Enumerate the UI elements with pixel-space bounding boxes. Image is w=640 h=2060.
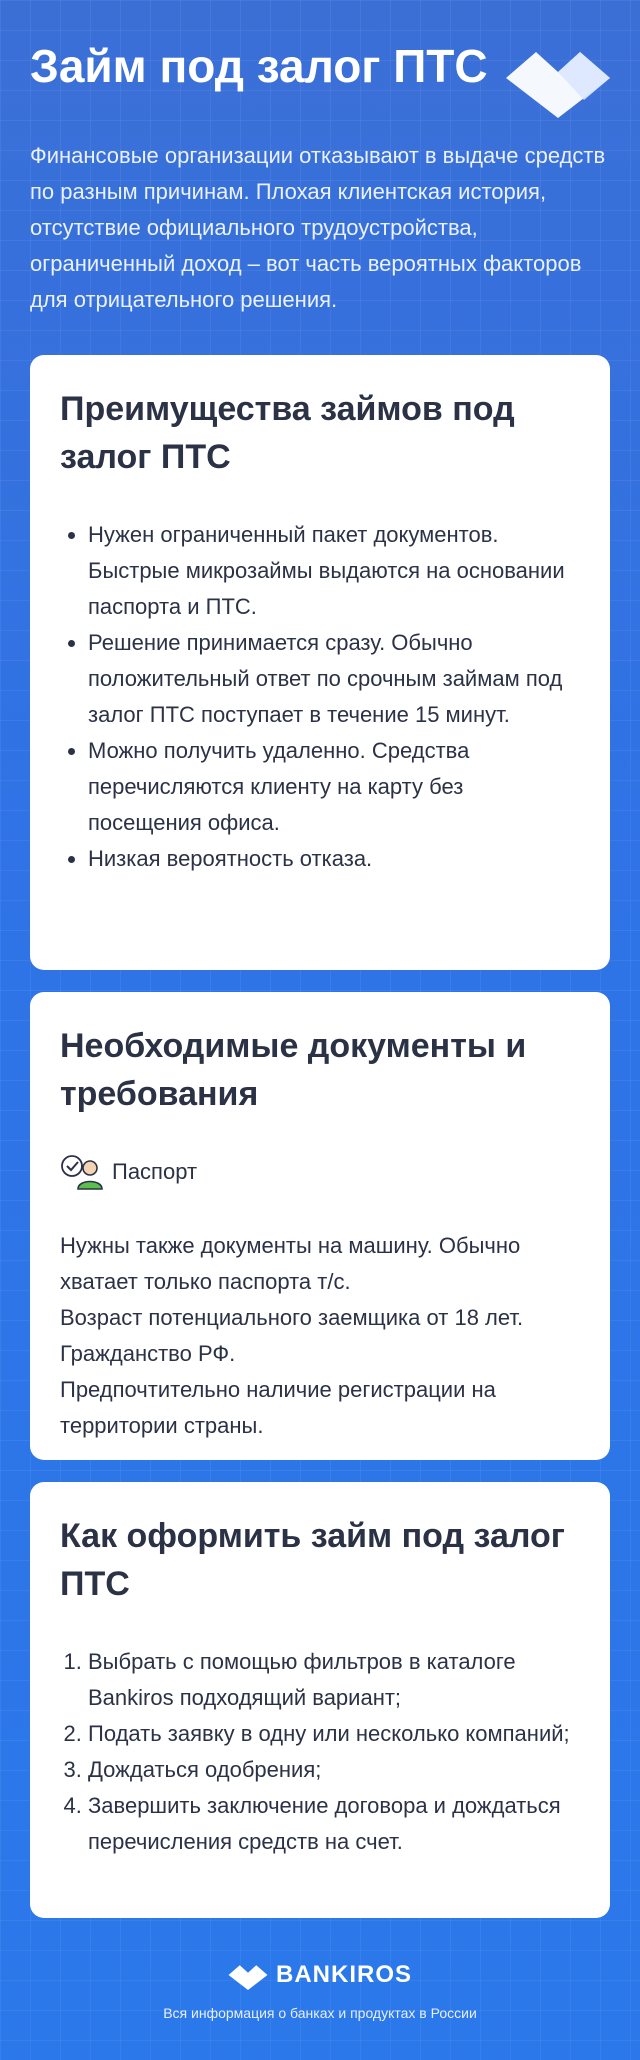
- howto-card: [30, 1482, 610, 1918]
- list-item: 1. Выбрать с помощью фильтров в каталоге Bankiros подходящий вариант;: [88, 1644, 580, 1716]
- list-item: 2. Подать заявку в одну или несколько компаний;: [88, 1716, 580, 1752]
- howto-steps: [52, 1644, 580, 1860]
- list-item: • Можно получить удаленно. Средства перечисляются клиенту на карту без посещения офиса.: [88, 733, 580, 841]
- person-check-icon: [60, 1154, 104, 1190]
- bankiros-logo-icon: [506, 38, 610, 118]
- documents-title: Необходимые документы и требования: [60, 1027, 527, 1113]
- advantages-title: Преимущества займов под залог ПТС: [60, 390, 515, 476]
- passport-label: Паспорт: [112, 1159, 198, 1184]
- passport-row: [60, 1154, 580, 1190]
- brand-name: BANKIROS: [275, 1961, 412, 1988]
- footer-brand[interactable]: [228, 1960, 412, 1990]
- bankiros-logo-icon: [228, 1960, 268, 1990]
- documents-card: [30, 992, 610, 1460]
- footer: [0, 1960, 640, 2021]
- documents-line: Гражданство РФ.: [60, 1341, 236, 1366]
- documents-line: Нужны также документы на машину. Обычно хватает только паспорта т/с.: [60, 1233, 521, 1294]
- list-item: 3. Дождаться одобрения;: [88, 1752, 580, 1788]
- list-item: • Нужен ограниченный пакет документов. Быстрые микрозаймы выдаются на основании паспорта и ПТС.: [88, 517, 580, 625]
- list-item: • Низкая вероятность отказа.: [88, 841, 580, 877]
- intro-text: Финансовые организации отказывают в выдаче средств по разным причинам. Плохая клиентская история, отсутствие официального трудоустройства, ограниченный доход – вот часть вероятных факторов для отрицательного решения.: [30, 143, 606, 312]
- list-item: • Решение принимается сразу. Обычно положительный ответ по срочным займам под залог ПТС поступает в течение 15 минут.: [88, 625, 580, 733]
- howto-title: Как оформить займ под залог ПТС: [60, 1517, 565, 1603]
- advantages-list: [52, 517, 580, 877]
- documents-line: Предпочтительно наличие регистрации на территории страны.: [60, 1377, 496, 1438]
- advantages-card: [30, 355, 610, 970]
- page-title: Займ под залог ПТС: [30, 40, 488, 92]
- documents-line: Возраст потенциального заемщика от 18 лет.: [60, 1305, 524, 1330]
- list-item: 4. Завершить заключение договора и дождаться перечисления средств на счет.: [88, 1788, 580, 1860]
- footer-tagline: Вся информация о банках и продуктах в России: [163, 2005, 477, 2021]
